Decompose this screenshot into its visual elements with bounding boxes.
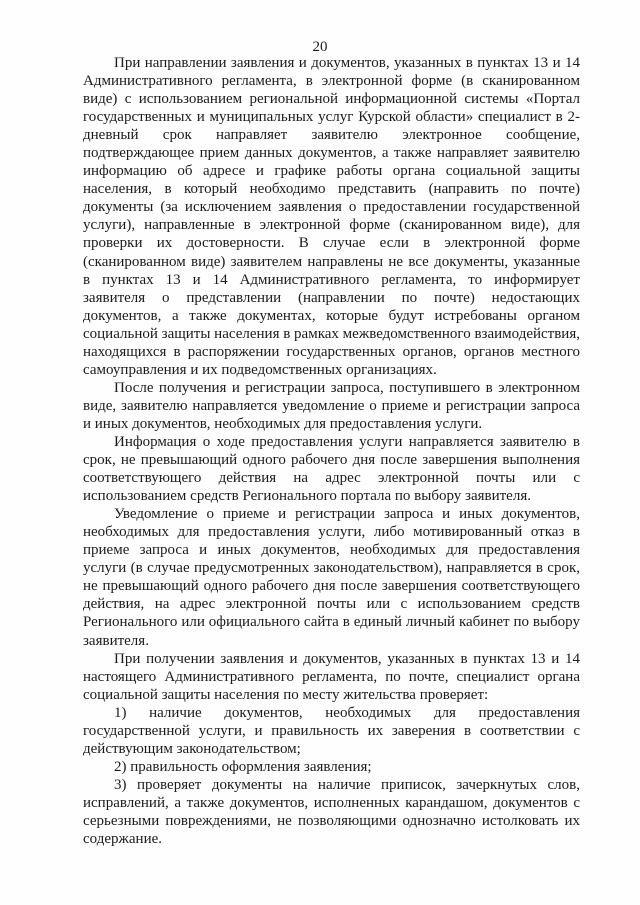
list-item-corrections-check: 3) проверяет документы на наличие приписок, зачеркнутых слов, исправлений, а также документов, исполненных карандашом, документов с серьезными повреждениями, не позволяющими однозначно истолковать их содержание. bbox=[83, 776, 580, 848]
list-item-documents-check: 1) наличие документов, необходимых для предоставления государственной услуги, и правильность их заверения в соответствии с действующим законодательством; bbox=[83, 704, 580, 757]
document-body bbox=[83, 54, 580, 848]
paragraph-postal-submission: При получении заявления и документов, указанных в пунктах 13 и 14 настоящего Административного регламента, по почте, специалист органа социальной защиты населения по месту жительства проверяет: bbox=[83, 650, 580, 703]
list-item-application-check: 2) правильность оформления заявления; bbox=[114, 758, 372, 775]
paragraph-acceptance-notice: Уведомление о приеме и регистрации запроса и иных документов, необходимых для предоставления услуги, либо мотивированный отказ в приеме запроса и иных документов, необходимых для предоставления услуги (в случае предусмотренных законодательством), направляется в срок, не превышающий одного рабочего дня после завершения соответствующего действия, на адрес электронной почты или с использованием средств Регионального или официального сайта в единый личный кабинет по выбору заявителя. bbox=[83, 506, 580, 649]
paragraph-registration-notice: После получения и регистрации запроса, поступившего в электронном виде, заявителю направляется уведомление о приеме и регистрации запроса и иных документов, необходимых для предоставления услуги. bbox=[83, 379, 580, 432]
paragraph-progress-info: Информация о ходе предоставления услуги направляется заявителю в срок, не превышающий одного рабочего дня после завершения выполнения соответствующего действия на адрес электронной почты или с использованием средств Регионального портала по выбору заявителя. bbox=[83, 433, 580, 505]
paragraph-electronic-submission: При направлении заявления и документов, указанных в пунктах 13 и 14 Административного регламента, в электронной форме (в сканированном виде) с использованием региональной информационной системы «Портал государственных и муниципальных услуг Курской области» специалист в 2-дневный срок направляет заявителю электронное сообщение, подтверждающее прием данных документов, а также направляет заявителю информацию об адресе и графике работы органа социальной защиты населения, в который необходимо представить (направить по почте) документы (за исключением заявления о предоставлении государственной услуги), направленные в электронной форме (сканированном виде), для проверки их достоверности. В случае если в электронной форме (сканированном виде) заявителем направлены не все документы, указанные в пунктах 13 и 14 Административного регламента, то информирует заявителя о представлении (направлении по почте) недостающих документов, а также документах, которые будут истребованы органом социальной защиты населения в рамках межведомственного взаимодействия, находящихся в распоряжении государственных органов, органов местного самоуправления и их подведомственных организациях. bbox=[83, 55, 580, 378]
page-number: 20 bbox=[312, 39, 328, 55]
